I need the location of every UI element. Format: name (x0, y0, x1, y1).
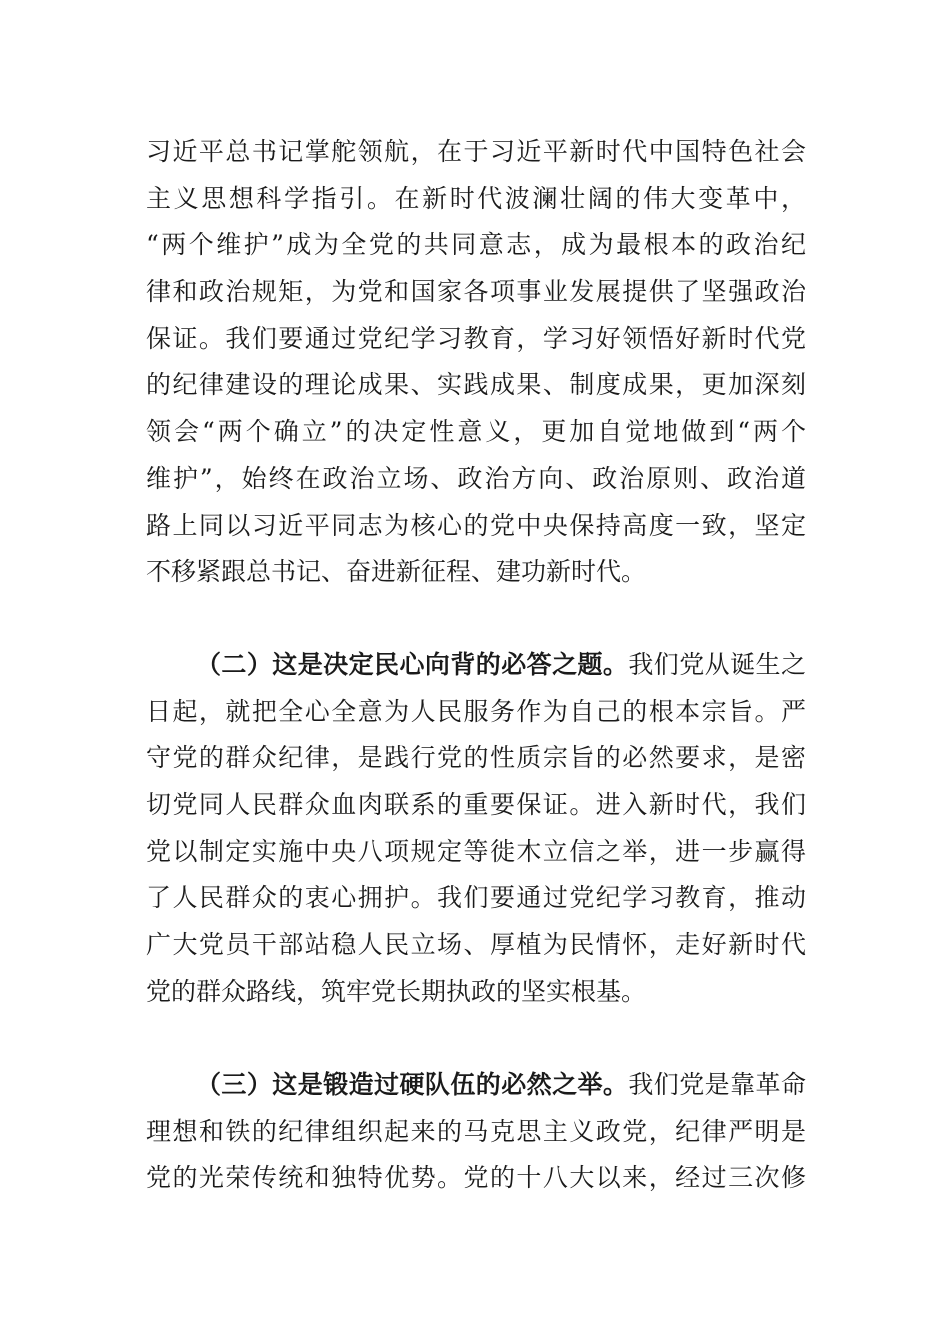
body-text-line: 守党的群众纪律，是践行党的性质宗旨的必然要求，是密 (146, 743, 806, 772)
body-text-line: 领会“两个确立”的决定性意义，更加自觉地做到“两个 (146, 417, 806, 446)
section-heading-line (196, 1065, 806, 1105)
body-text-line: 党的群众路线，筑牢党长期执政的坚实根基。 (146, 977, 647, 1006)
body-text-line: 主义思想科学指引。在新时代波澜壮阔的伟大变革中， (146, 184, 806, 213)
body-text-line: 的纪律建设的理论成果、实践成果、制度成果，更加深刻 (146, 370, 806, 399)
body-text-line: 了人民群众的衷心拥护。我们要通过党纪学习教育，推动 (146, 883, 806, 912)
section-heading-continuation: 我们党从诞生之 (628, 650, 806, 679)
body-text-line: 路上同以习近平同志为核心的党中央保持高度一致，坚定 (146, 511, 806, 540)
section-heading-line (196, 645, 806, 685)
body-text-line: 党的光荣传统和独特优势。党的十八大以来，经过三次修 (146, 1163, 806, 1192)
body-text-line: 切党同人民群众血肉联系的重要保证。进入新时代，我们 (146, 790, 806, 819)
body-text-line: 日起，就把全心全意为人民服务作为自己的根本宗旨。严 (146, 697, 806, 726)
body-text-line: 理想和铁的纪律组织起来的马克思主义政党，纪律严明是 (146, 1117, 806, 1146)
body-text-line: 广大党员干部站稳人民立场、厚植为民情怀，走好新时代 (146, 930, 806, 959)
section-heading-continuation: 我们党是靠革命 (628, 1070, 806, 1099)
body-text-line: 保证。我们要通过党纪学习教育，学习好领悟好新时代党 (146, 324, 806, 353)
body-text-line: 维护”，始终在政治立场、政治方向、政治原则、政治道 (146, 464, 806, 493)
section-heading: （三）这是锻造过硬队伍的必然之举。 (196, 1070, 629, 1099)
body-text-line: “两个维护”成为全党的共同意志，成为最根本的政治纪 (146, 230, 806, 259)
body-text-line: 习近平总书记掌舵领航，在于习近平新时代中国特色社会 (146, 137, 806, 166)
body-text-line: 律和政治规矩，为党和国家各项事业发展提供了坚强政治 (146, 277, 806, 306)
section-heading: （二）这是决定民心向背的必答之题。 (196, 650, 629, 679)
body-text-line: 党以制定实施中央八项规定等徙木立信之举，进一步赢得 (146, 837, 806, 866)
body-text-line: 不移紧跟总书记、奋进新征程、建功新时代。 (146, 557, 647, 586)
